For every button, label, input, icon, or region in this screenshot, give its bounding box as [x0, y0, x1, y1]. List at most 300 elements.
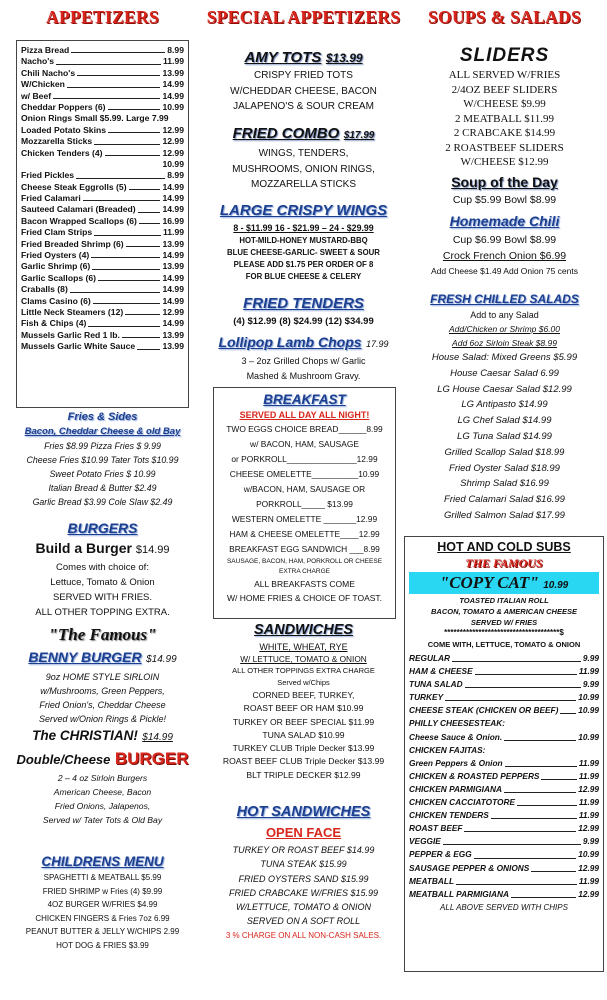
sub-row — [409, 691, 599, 704]
chili-title: Homemade Chili — [449, 213, 560, 229]
sub-price: 10.99 — [578, 731, 599, 742]
appetizer-row — [21, 261, 184, 272]
leader-line — [70, 284, 161, 292]
sub-name: CHICKEN CACCIATOTORE — [409, 797, 516, 808]
leader-line — [129, 182, 161, 190]
leader-line — [67, 79, 161, 87]
sandwich-line: BLT TRIPLE DECKER $12.99 — [246, 769, 361, 780]
copycat-price: 10.99 — [543, 580, 569, 591]
hot-line: FRIED CRABCAKE W/FRIES $15.99 — [228, 887, 379, 898]
appetizer-price: 14.99 — [162, 193, 184, 204]
leader-line — [517, 796, 577, 806]
build-label: Build a Burger — [35, 540, 132, 556]
breakfast-line: BREAKFAST EGG SANDWICH ___8.99 — [229, 544, 380, 554]
breakfast-line: PORKROLL_____ $13.99 — [256, 499, 353, 509]
lamb-line: 3 – 2oz Grilled Chops w/ Garlic — [241, 356, 366, 366]
appetizer-name: Little Neck Steamers (12) — [21, 306, 124, 317]
leader-line — [474, 848, 577, 858]
sub-row — [409, 848, 599, 861]
burger-line: Lettuce, Tomato & Onion — [50, 577, 155, 588]
sandwich-line: ROAST BEEF OR HAM $10.99 — [243, 703, 364, 714]
slider-line: 2 ROASTBEEF SLIDERS — [445, 141, 564, 154]
hot-lines — [205, 843, 402, 929]
childrens-line: FRIED SHRIMP w Fries (4) $9.99 — [42, 886, 163, 896]
appetizer-row — [21, 125, 184, 136]
sub-name: Green Peppers & Onion — [409, 757, 503, 768]
tenders-prices: (4) $12.99 (8) $24.99 (12) $34.99 — [233, 316, 374, 327]
sub-name: SAUSAGE PEPPER & ONIONS — [409, 862, 530, 873]
leader-line — [23, 159, 160, 167]
appetizer-row — [21, 79, 184, 90]
appetizer-row — [21, 204, 184, 215]
double-line: American Cheese, Bacon — [53, 787, 152, 797]
combo-title — [205, 124, 402, 146]
appetizer-name: Mussels Garlic White Sauce — [21, 341, 136, 352]
appetizer-name: Craballs (8) — [21, 284, 68, 295]
leader-line — [125, 307, 160, 315]
combo-line: WINGS, TENDERS, — [258, 148, 349, 159]
leader-line — [88, 318, 160, 326]
breakfast-end-2: W/ HOME FRIES & CHOICE OF TOAST. — [226, 593, 383, 603]
leader-line — [475, 665, 577, 675]
appetizer-name: Loaded Potato Skins — [21, 124, 106, 135]
appetizer-name: Onion Rings Small $5.99. Large 7.99 — [21, 113, 169, 124]
appetizer-row — [21, 330, 184, 341]
appetizer-price: 16.99 — [162, 215, 184, 226]
benny-burger-title — [0, 647, 205, 670]
appetizer-price: 13.99 — [162, 341, 184, 352]
double-label: Double/Cheese — [16, 752, 111, 767]
appetizer-row — [21, 102, 184, 113]
sub-row — [409, 744, 599, 757]
appetizer-name: Bacon Wrapped Scallops (6) — [21, 215, 137, 226]
appetizer-row — [21, 307, 184, 318]
breakfast-line: or PORKROLL_______________12.99 — [231, 454, 378, 464]
appetizer-row — [21, 113, 184, 124]
sub-row — [409, 875, 599, 888]
appetizer-row — [21, 136, 184, 147]
childrens-line: HOT DOG & FRIES $3.99 — [56, 940, 149, 950]
childrens-menu-section — [0, 852, 205, 952]
breakfast-box — [213, 387, 396, 619]
slider-line: ALL SERVED W/FRIES — [448, 69, 561, 81]
open-face-title: OPEN FACE — [265, 825, 342, 840]
sub-name: CHICKEN & ROASTED PEPPERS — [409, 770, 540, 781]
soup-prices: Cup $5.99 Bowl $8.99 — [452, 194, 557, 206]
amy-price: $13.99 — [325, 51, 363, 65]
appetizer-name: Mozzarella Sticks — [21, 136, 93, 147]
salad-line: LG Antipasto $14.99 — [461, 399, 548, 411]
appetizer-price: 14.99 — [162, 90, 184, 101]
sub-row — [409, 704, 599, 717]
appetizer-name: Nacho's — [21, 56, 55, 67]
sub-price: 10.99 — [578, 692, 599, 703]
appetizer-price: 8.99 — [167, 45, 184, 55]
lamb-lines — [205, 354, 402, 384]
salad-lines — [402, 350, 607, 524]
salads-section — [402, 290, 607, 524]
copycat-line-1: TOASTED ITALIAN ROLL — [459, 596, 549, 605]
appetizer-price: 12.99 — [162, 147, 184, 158]
slider-line: 2/4OZ BEEF SLIDERS — [451, 83, 558, 96]
appetizer-price: 13.99 — [162, 329, 184, 340]
sandwiches-title: SANDWICHES — [253, 622, 354, 638]
sub-name: HAM & CHEESE — [409, 666, 473, 677]
burgers-section — [0, 518, 205, 827]
sandwiches-with: W/ LETTUCE, TOMATO & ONION — [240, 654, 367, 664]
amy-tots-section — [205, 48, 402, 115]
appetizer-name: Fried Calamari — [21, 193, 81, 204]
leader-line — [452, 652, 581, 662]
christian-title — [0, 726, 205, 748]
fried-combo-section — [205, 124, 402, 193]
hot-line: W/LETTUCE, TOMATO & ONION — [235, 902, 371, 913]
leader-line — [560, 704, 576, 714]
leader-line — [531, 862, 576, 872]
salad-line: Fried Calamari Salad $16.99 — [444, 494, 565, 506]
subs-box — [404, 536, 604, 972]
sliders-section — [402, 44, 607, 170]
sub-price: 10.99 — [578, 849, 599, 860]
fries-title: Fries & Sides — [67, 411, 138, 423]
appetizer-price: 11.99 — [162, 227, 184, 238]
appetizer-row — [21, 341, 184, 352]
salads-add: Add to any Salad — [470, 310, 539, 320]
lamb-label: Lollipop Lamb Chops — [218, 334, 362, 350]
sub-price: 12.99 — [578, 823, 599, 834]
sub-row — [409, 717, 599, 730]
leader-line — [465, 678, 581, 688]
appetizer-price: 14.99 — [162, 204, 184, 215]
leader-line — [94, 136, 160, 144]
leader-line — [443, 835, 581, 845]
fries-line: Fries $8.99 Pizza Fries $ 9.99 — [44, 441, 161, 451]
breakfast-small-1: SAUSAGE, BACON, HAM, PORKROLL OR CHEESE — [226, 558, 383, 565]
sub-name: CHICKEN PARMIGIANA — [409, 783, 502, 794]
appetizers-header: APPETIZERS — [46, 7, 159, 27]
sub-name: CHEESE STEAK (CHICKEN OR BEEF) — [409, 705, 559, 716]
wings-line: PLEASE ADD $1.75 PER ORDER OF 8 — [233, 260, 374, 269]
copycat-line-2: BACON, TOMATO & AMERICAN CHEESE — [431, 607, 577, 616]
wings-lines — [205, 235, 402, 283]
burgers-title: BURGERS — [67, 520, 138, 536]
appetizer-row — [21, 148, 184, 159]
leader-line — [491, 809, 577, 819]
appetizer-price: 14.99 — [162, 250, 184, 261]
hot-line: TURKEY OR ROAST BEEF $14.99 — [232, 845, 375, 855]
leader-line — [94, 227, 161, 235]
the-famous-label: "The Famous" — [48, 625, 157, 644]
sandwiches-small-1: ALL OTHER TOPPINGS EXTRA CHARGE — [232, 666, 375, 675]
childrens-line: 4OZ BURGER W/FRIES $4.99 — [47, 900, 158, 909]
leader-line — [541, 770, 576, 780]
benny-line: Fried Onion's, Cheddar Cheese — [39, 700, 166, 710]
appetizer-row — [21, 91, 184, 102]
breakfast-line: TWO EGGS CHOICE BREAD______8.99 — [226, 424, 383, 434]
leader-line — [92, 261, 160, 269]
double-line: Served w/ Tater Tots & Old Bay — [42, 815, 163, 825]
wings-section — [205, 200, 402, 283]
fries-section — [0, 410, 205, 509]
appetizer-row — [21, 182, 184, 193]
leader-line — [464, 822, 576, 832]
appetizer-price: 12.99 — [162, 136, 184, 147]
sub-price: 12.99 — [578, 783, 599, 794]
appetizer-price: 14.99 — [162, 295, 184, 306]
appetizer-price: 10.99 — [162, 158, 184, 169]
double-cheese-title — [0, 748, 205, 771]
amy-title — [205, 48, 402, 68]
appetizer-name: Fried Breaded Shrimp (6) — [21, 238, 124, 249]
appetizer-price: 14.99 — [162, 318, 184, 329]
sliders-title: SLIDERS — [459, 45, 550, 66]
sub-name: ROAST BEEF — [409, 823, 463, 834]
crock-onion: Crock French Onion $6.99 — [442, 250, 567, 262]
sandwich-line: TURKEY CLUB Triple Decker $13.99 — [232, 743, 375, 754]
sub-price: 9.99 — [582, 653, 599, 663]
double-lines — [0, 771, 205, 827]
sub-row — [409, 888, 599, 901]
appetizer-row — [21, 193, 184, 204]
appetizer-price: 13.99 — [162, 238, 184, 249]
leader-line — [93, 296, 161, 304]
sub-name: TUNA SALAD — [409, 679, 463, 690]
fries-line: Sweet Potato Fries $ 10.99 — [49, 469, 156, 479]
sub-row — [409, 796, 599, 809]
sub-price: 12.99 — [578, 862, 599, 873]
appetizer-price: 12.99 — [162, 306, 184, 317]
appetizer-price: 13.99 — [162, 67, 184, 78]
leader-line — [53, 91, 160, 99]
special-appetizers-column — [205, 0, 402, 940]
leader-line — [511, 888, 576, 898]
appetizer-row — [21, 284, 184, 295]
subs-famous: THE FAMOUS — [465, 556, 543, 570]
childrens-line: SPAGHETTI & MEATBALL $5.99 — [43, 873, 162, 882]
double-line: 2 – 4 oz Sirloin Burgers — [57, 773, 148, 783]
amy-line: W/CHEDDAR CHEESE, BACON — [230, 85, 377, 97]
sub-items — [409, 652, 599, 901]
childrens-line: CHICKEN FINGERS & Fries 7oz 6.99 — [35, 913, 170, 923]
combo-price: $17.99 — [343, 130, 375, 141]
leader-line — [76, 170, 165, 178]
sandwiches-small-2: Served w/Chips — [277, 678, 330, 687]
appetizer-row — [21, 68, 184, 79]
leader-line — [83, 193, 161, 201]
appetizer-row — [21, 296, 184, 307]
leader-line — [138, 204, 161, 212]
leader-line — [445, 691, 576, 701]
double-burger-label: BURGER — [114, 749, 189, 768]
amy-line: CRISPY FRIED TOTS — [254, 70, 353, 81]
lamb-section — [205, 332, 402, 384]
sub-price: 10.99 — [578, 705, 599, 716]
appetizer-name: Chicken Tenders (4) — [21, 147, 103, 158]
christian-price: $14.99 — [142, 732, 173, 743]
appetizer-name: Garlic Scallops (6) — [21, 272, 96, 283]
slider-line: 2 MEATBALL $11.99 — [454, 112, 555, 125]
appetizer-name: Cheese Steak Eggrolls (5) — [21, 181, 127, 192]
sub-name: REGULAR — [409, 653, 451, 663]
breakfast-line: w/ BACON, HAM, SAUSAGE — [250, 439, 359, 449]
hot-sandwiches-section — [205, 802, 402, 943]
sandwich-line: TURKEY OR BEEF SPECIAL $11.99 — [232, 716, 375, 727]
appetizer-price: 14.99 — [162, 272, 184, 283]
appetizer-price: 12.99 — [162, 124, 184, 135]
salad-line: LG House Caesar Salad $12.99 — [437, 383, 572, 395]
burger-lines — [0, 560, 205, 620]
combo-label: FRIED COMBO — [232, 125, 340, 142]
appetizer-row — [21, 273, 184, 284]
fries-line: Cheese Fries $10.99 Tater Tots $10.99 — [26, 455, 179, 465]
leader-line — [504, 783, 576, 793]
wings-title: LARGE CRISPY WINGS — [219, 202, 388, 219]
sub-price: 11.99 — [578, 875, 599, 886]
christian-label: The CHRISTIAN! — [32, 728, 138, 743]
appetizer-price: 11.99 — [162, 56, 184, 67]
sub-row — [409, 783, 599, 796]
breakfast-lines — [214, 422, 395, 557]
benny-price: $14.99 — [146, 654, 177, 665]
sub-row — [409, 665, 599, 678]
sub-price: 12.99 — [578, 888, 599, 899]
sandwiches-section — [205, 620, 402, 782]
leader-line — [126, 239, 161, 247]
childrens-lines — [0, 871, 205, 952]
appetizer-row — [21, 45, 184, 56]
leader-line — [505, 757, 577, 767]
sub-name: MEATBALL PARMIGIANA — [409, 888, 510, 899]
sub-row — [409, 678, 599, 691]
childrens-title: CHILDRENS MENU — [41, 854, 164, 869]
leader-line — [91, 250, 160, 258]
sub-row — [409, 757, 599, 770]
wings-prices: 8 - $11.99 16 - $21.99 – 24 - $29.99 — [233, 223, 374, 233]
breakfast-line: CHEESE OMELETTE__________10.99 — [229, 469, 380, 479]
childrens-line: PEANUT BUTTER & JELLY W/CHIPS 2.99 — [25, 927, 180, 936]
sub-row — [409, 835, 599, 848]
sub-name: Cheese Sauce & Onion. — [409, 731, 503, 742]
sub-price: 11.99 — [578, 770, 599, 781]
appetizer-price: 14.99 — [162, 79, 184, 90]
salad-line: Grilled Salmon Salad $17.99 — [444, 509, 565, 521]
sub-name: PEPPER & EGG — [409, 849, 472, 860]
fries-subtitle: Bacon, Cheddar Cheese & old Bay — [24, 426, 181, 437]
sub-name: CHICKEN FAJITAS: — [409, 744, 486, 755]
breakfast-subtitle: SERVED ALL DAY ALL NIGHT! — [239, 410, 370, 420]
appetizer-row — [21, 216, 184, 227]
slider-line: W/CHEESE $9.99 — [463, 98, 546, 110]
sub-row — [409, 770, 599, 783]
sub-name: TURKEY — [409, 692, 444, 703]
slider-lines — [402, 68, 607, 170]
combo-lines — [205, 146, 402, 193]
subs-end: ALL ABOVE SERVED WITH CHIPS — [440, 902, 568, 912]
copycat-banner — [409, 572, 599, 594]
salad-line: House Salad: Mixed Greens $5.99 — [431, 352, 578, 363]
appetizer-name: Sauteed Calamari (Breaded) — [21, 204, 136, 215]
sub-price: 9.99 — [582, 679, 599, 690]
burger-line: Comes with choice of: — [56, 562, 149, 573]
sandwich-line: TUNA SALAD $10.99 — [262, 729, 345, 740]
leader-line — [108, 102, 161, 110]
leader-line — [137, 341, 160, 349]
subs-title: HOT AND COLD SUBS — [437, 540, 571, 554]
benny-lines — [0, 670, 205, 726]
soups-salads-column — [402, 0, 607, 912]
appetizer-name: Fried Oysters (4) — [21, 250, 90, 261]
breakfast-title: BREAKFAST — [263, 392, 346, 407]
appetizer-name: W/Chicken — [21, 79, 65, 90]
leader-line — [71, 45, 165, 53]
slider-line: 2 CRABCAKE $14.99 — [453, 127, 556, 139]
slider-line: W/CHEESE $12.99 — [460, 156, 549, 168]
appetizer-row — [21, 250, 184, 261]
sub-name: PHILLY CHEESESTEAK: — [409, 718, 506, 729]
sub-name: CHICKEN TENDERS — [409, 810, 489, 821]
appetizer-row — [21, 318, 184, 329]
soup-title: Soup of the Day — [451, 174, 558, 190]
benny-line: 9oz HOME STYLE SIRLOIN — [45, 672, 160, 682]
leader-line — [56, 56, 161, 64]
sub-price: 11.99 — [578, 810, 599, 821]
fries-line: Italian Bread & Butter $2.49 — [48, 483, 157, 493]
appetizer-list — [16, 40, 189, 408]
appetizer-name: Fish & Chips (4) — [21, 318, 87, 329]
tenders-title: FRIED TENDERS — [243, 295, 364, 312]
benny-label: BENNY BURGER — [28, 649, 142, 665]
salad-line: Shrimp Salad $16.99 — [460, 478, 549, 490]
salad-line: House Caesar Salad 6.99 — [450, 367, 559, 379]
benny-line: Served w/Onion Rings & Pickle! — [38, 714, 167, 724]
sub-price: 9.99 — [582, 836, 599, 847]
appetizer-name: w/ Beef — [21, 90, 52, 101]
wings-line: BLUE CHEESE-GARLIC- SWEET & SOUR — [227, 248, 380, 257]
soups-header: SOUPS & SALADS — [428, 7, 581, 27]
appetizer-name: Clams Casino (6) — [21, 295, 91, 306]
salad-line: LG Tuna Salad $14.99 — [457, 430, 552, 442]
leader-line — [171, 113, 182, 121]
leader-line — [122, 330, 161, 338]
appetizer-name: Pizza Bread — [21, 45, 70, 55]
tenders-section — [205, 293, 402, 329]
salads-add-chicken: Add/Chicken or Shrimp $6.00 — [448, 324, 561, 334]
fries-line: Garlic Bread $3.99 Cole Slaw $2.49 — [32, 497, 173, 507]
sub-price: 11.99 — [578, 797, 599, 808]
sandwich-lines — [205, 689, 402, 782]
salad-line: Grilled Scallop Salad $18.99 — [444, 446, 565, 458]
sandwich-line: ROAST BEEF CLUB Triple Decker $13.99 — [222, 756, 385, 767]
salad-line: Fried Oyster Salad $18.99 — [449, 462, 560, 474]
appetizer-name: Chili Nacho's — [21, 67, 76, 78]
sub-row — [409, 809, 599, 822]
leader-line — [77, 68, 160, 76]
salads-add-sirloin: Add 6oz Sirloin Steak $8.99 — [452, 338, 557, 348]
leader-line — [504, 731, 576, 741]
lamb-title — [205, 332, 402, 354]
appetizer-row — [21, 159, 184, 170]
breakfast-small-2: EXTRA CHARGE — [279, 568, 330, 575]
lamb-price: 17.99 — [366, 339, 389, 349]
leader-line — [108, 125, 160, 133]
leader-line — [139, 216, 161, 224]
burger-line: SERVED WITH FRIES. — [52, 592, 153, 603]
leader-line — [98, 273, 160, 281]
sub-price: 11.99 — [578, 666, 599, 677]
sandwich-line: CORNED BEEF, TURKEY, — [252, 690, 355, 700]
leader-line — [105, 148, 161, 156]
special-header: SPECIAL APPETIZERS — [206, 7, 401, 27]
